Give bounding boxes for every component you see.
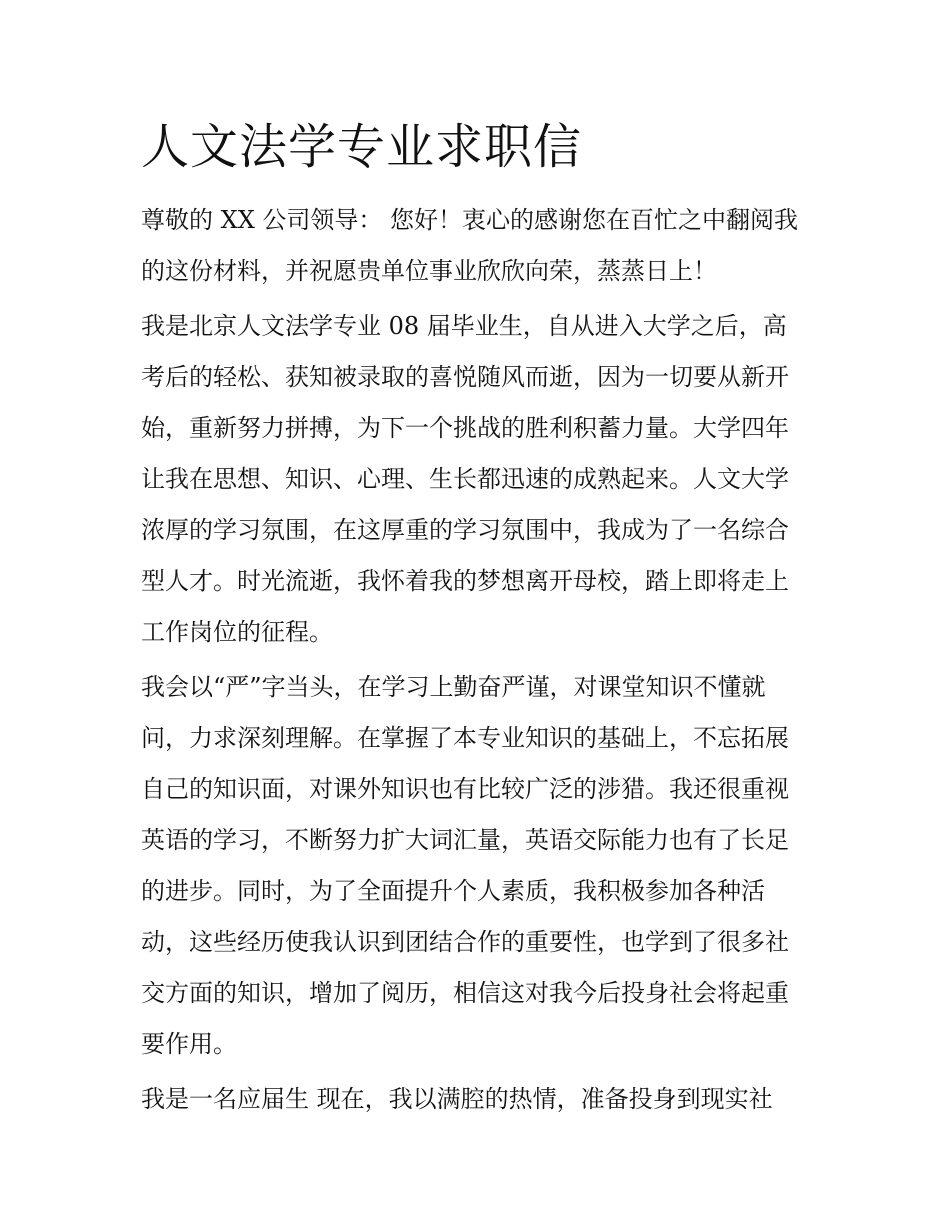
- text-line: 尊敬的 XX 公司领导： 您好！衷心的感谢您在百忙之中翻阅我: [141, 206, 799, 234]
- text-line: 浓厚的学习氛围，在这厚重的学习氛围中，我成为了一名综合: [141, 516, 789, 544]
- text-line: 我是北京人文法学专业 08 届毕业生，自从进入大学之后，高: [141, 312, 787, 340]
- text-line: 我是一名应届生 现在，我以满腔的热情，准备投身到现实社: [141, 1085, 773, 1113]
- text-line: 自己的知识面，对课外知识也有比较广泛的涉猎。我还很重视: [141, 775, 789, 803]
- text-line: 让我在思想、知识、心理、生长都迅速的成熟起来。人文大学: [141, 465, 789, 493]
- text-line: 考后的轻松、获知被录取的喜悦随风而逝，因为一切要从新开: [141, 363, 789, 391]
- text-line: 要作用。: [141, 1030, 237, 1058]
- text-line: 动，这些经历使我认识到团结合作的重要性，也学到了很多社: [141, 928, 789, 956]
- text-line: 问，力求深刻理解。在掌握了本专业知识的基础上，不忘拓展: [141, 724, 789, 752]
- text-line: 我会以“严”字当头，在学习上勤奋严谨，对课堂知识不懂就: [141, 673, 766, 701]
- text-line: 始，重新努力拼搏，为下一个挑战的胜利积蓄力量。大学四年: [141, 414, 789, 442]
- text-line: 英语的学习，不断努力扩大词汇量，英语交际能力也有了长足: [141, 826, 789, 854]
- document-title: 人文法学专业求职信: [141, 119, 583, 175]
- paragraph-introduction: [141, 301, 816, 658]
- text-line: 的这份材料，并祝愿贵单位事业欣欣向荣，蒸蒸日上！: [141, 257, 717, 285]
- paragraph-greeting: [141, 195, 816, 297]
- text-line: 工作岗位的征程。: [141, 618, 333, 646]
- text-line: 型人才。时光流逝，我怀着我的梦想离开母校，踏上即将走上: [141, 567, 789, 595]
- text-line: 的进步。同时，为了全面提升个人素质，我积极参加各种活: [141, 877, 765, 905]
- document-body: [141, 113, 816, 1129]
- paragraph-study: [141, 662, 816, 1070]
- paragraph-closing: [141, 1074, 816, 1125]
- text-line: 交方面的知识，增加了阅历，相信这对我今后投身社会将起重: [141, 979, 789, 1007]
